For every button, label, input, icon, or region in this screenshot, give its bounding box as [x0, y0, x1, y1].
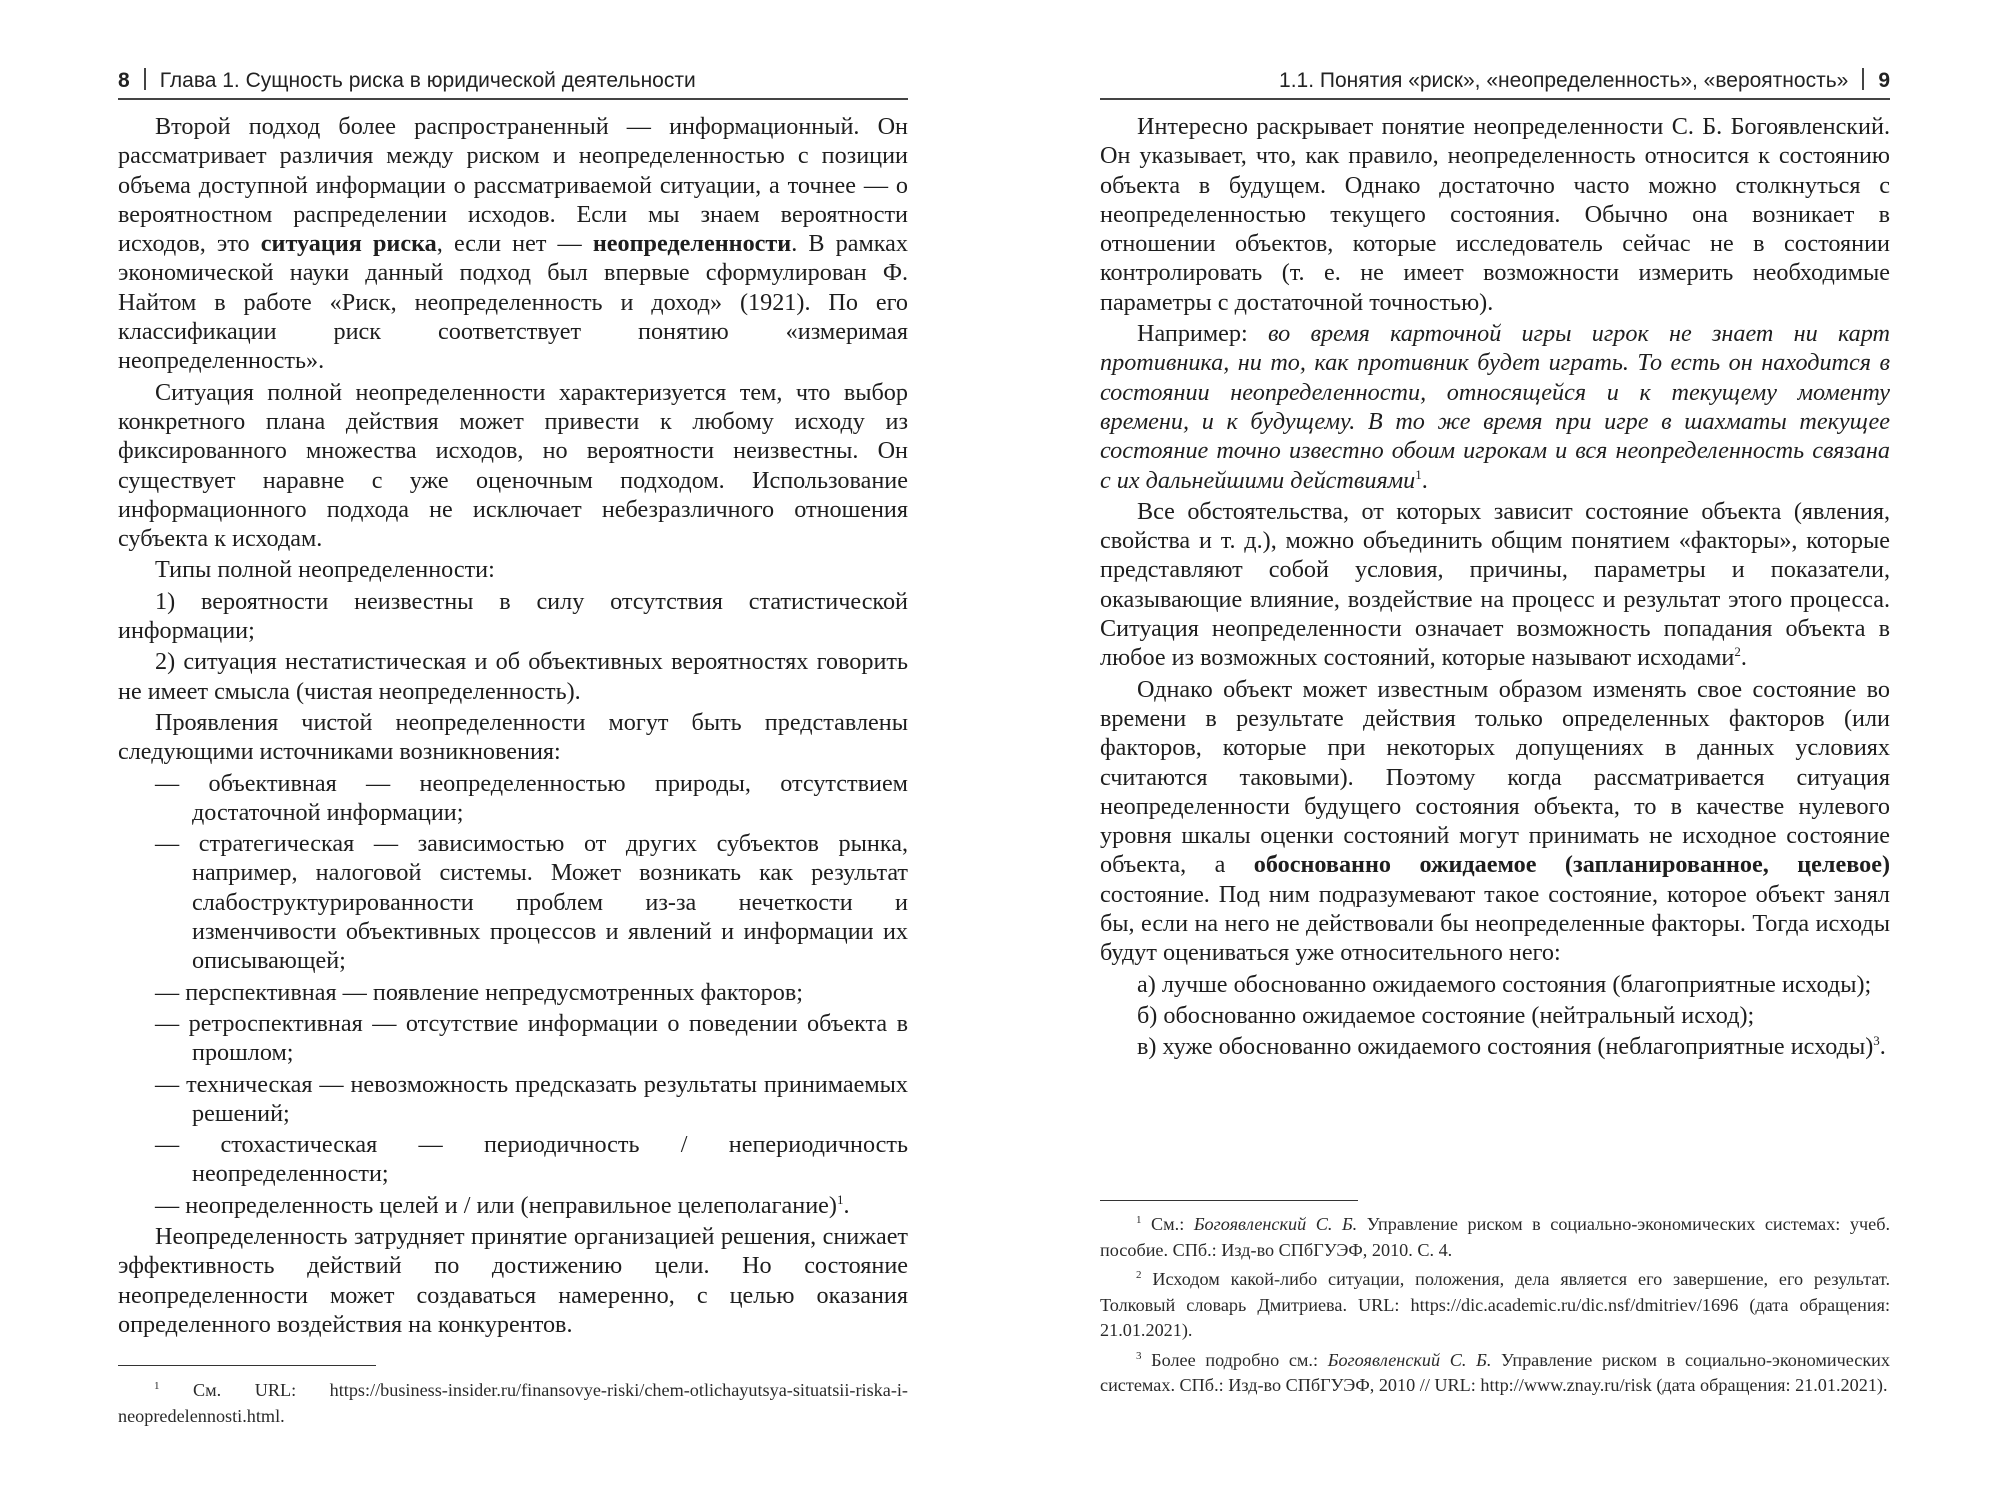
text-run: Второй подход более распространенный — информационный. Он рассматривает различия между риском и неопределенностью с позиции объема доступной информации о рассматриваемой ситуации, а точнее — о вероятностном распределении исходов. Если мы знаем вероятности исходов, это [118, 113, 908, 258]
text-run: — стратегическая — зависимостью от других субъектов рынка, например, налоговой системы. Может возникать как результат слабоструктурированности проблем из-за нечеткости и изменчивости объективных процессов и явлений и информации их описывающей; [155, 830, 908, 975]
text-run: Типы полной неопределенности: [155, 556, 495, 584]
text-run: ситуация риска [260, 230, 437, 258]
text-run: — ретроспективная — отсутствие информации о поведении объекта в прошлом; [155, 1009, 908, 1067]
footnote [118, 1378, 908, 1429]
footnote-marker: 1 [1136, 1213, 1142, 1226]
paragraph [118, 555, 908, 584]
left-footnotes [118, 1378, 908, 1433]
list-item [118, 1070, 908, 1129]
left-running-header [118, 68, 908, 100]
text-run: Управление риском в социально-экономических системах. СПб.: Изд-во СПбГУЭФ, 2010 // URL: http://www.znay.ru/risk (дата обращения: 21.01.2021). [1100, 1349, 1891, 1395]
header-divider [1862, 68, 1864, 90]
list-item [118, 1191, 908, 1220]
paragraph [1100, 1001, 1890, 1030]
chapter-title: Глава 1. Сущность риска в юридической деятельности [159, 69, 696, 92]
text-run: Однако объект может известным образом изменять свое состояние во времени в результате действия только определенных факторов (или факторов, которые при некоторых допущениях в данных условиях считаются таковыми). Поэтому когда рассматривается ситуация неопределенности будущего состояния объекта, то в качестве нулевого уровня шкалы оценки состояний могут принимать не исходное состояние объекта, а [1100, 675, 1890, 879]
right-footnote-rule [1100, 1200, 1358, 1201]
footnote-marker: 1 [1415, 466, 1422, 482]
paragraph [1100, 675, 1890, 968]
paragraph [118, 112, 908, 376]
text-run: Управление риском в социально-экономических системах: учеб. пособие. СПб.: Изд-во СПбГУЭФ, 2010. С. 4. [1100, 1214, 1891, 1260]
text-run: а) лучше обоснованно ожидаемого состояния (благоприятные исходы); [1137, 970, 1872, 998]
text-run: Неопределенность затрудняет принятие организацией решения, снижает эффективность действий по достижению цели. Но состояние неопределенности может создаваться намеренно, с целью оказания определенного воздействия на конкурентов. [118, 1222, 908, 1338]
text-run: Например: [1137, 320, 1268, 348]
section-title: 1.1. Понятия «риск», «неопределенность», «вероятность» [1279, 69, 1849, 92]
text-run: неопределенности [592, 230, 792, 258]
text-run: Ситуация полной неопределенности характеризуется тем, что выбор конкретного плана действия может привести к любому исходу из фиксированного множества исходов, но вероятности неизвестны. Он существует наравне с уже оценочным подходом. Использование информационного подхода не исключает небезразличного отношения субъекта к исходам. [118, 378, 908, 553]
text-run: . [1421, 466, 1428, 494]
paragraph [1100, 1032, 1890, 1061]
footnote-marker: 3 [1136, 1349, 1142, 1362]
text-run: 1) вероятности неизвестны в силу отсутствия статистической информации; [118, 587, 908, 645]
paragraph [1100, 319, 1890, 495]
paragraph [118, 1222, 908, 1339]
text-run: б) обоснованно ожидаемое состояние (нейтральный исход); [1137, 1001, 1755, 1029]
text-run: Проявления чистой неопределенности могут быть представлены следующими источниками возникновения: [118, 708, 908, 766]
text-run: — объективная — неопределенностью природы, отсутствием достаточной информации; [155, 769, 908, 826]
paragraph [118, 647, 908, 706]
footnote-marker: 2 [1136, 1268, 1142, 1281]
footnote [1100, 1348, 1890, 1399]
right-page-number: 9 [1878, 69, 1890, 92]
text-run: состояние. Под ним подразумевают такое состояние, которое объект занял бы, если на него не действовали бы неопределенные факторы. Тогда исходы будут оцениваться уже относительного него: [1100, 880, 1890, 967]
footnote-marker: 2 [1734, 644, 1741, 660]
text-run: обоснованно ожидаемое (запланированное, целевое) [1253, 851, 1891, 879]
left-footnote-rule [118, 1365, 376, 1366]
text-run: Богоявленский С. Б. [1193, 1214, 1358, 1234]
text-run: Богоявленский С. Б. [1327, 1349, 1492, 1370]
right-running-header [1100, 68, 1890, 100]
footnote-marker: 1 [154, 1379, 160, 1392]
text-run: — техническая — невозможность предсказать результаты принимаемых решений; [155, 1070, 908, 1127]
left-page-number: 8 [118, 69, 130, 92]
text-run: . [1740, 644, 1747, 672]
text-run: . В рамках экономической науки данный подход был впервые сформулирован Ф. Найтом в работе «Риск, неопределенность и доход» (1921). По его классификации риск соответствует понятию «измеримая неопределенность». [118, 230, 908, 375]
list-item [118, 1009, 908, 1068]
footnote [1100, 1267, 1890, 1344]
text-run: Более подробно см.: [1141, 1349, 1328, 1370]
header-divider [144, 68, 146, 90]
paragraph [118, 378, 908, 554]
text-run: во время карточной игры игрок не знает ни карт противника, ни то, как противник будет играть. То есть он находится в состоянии неопределенности, относящейся и к текущему моменту времени, и к будущему. В то же время при игре в шахматы текущее состояние точно известно обоим игрокам и вся неопределенность связана с их дальнейшими действиями [1100, 320, 1890, 494]
paragraph [118, 587, 908, 646]
list-item [118, 769, 908, 828]
right-footnotes [1100, 1212, 1890, 1403]
paragraph [1100, 497, 1890, 673]
text-run: См.: [1141, 1214, 1194, 1234]
text-run: , если нет — [436, 230, 593, 258]
text-run: Все обстоятельства, от которых зависит состояние объекта (явления, свойства и т. д.), можно объединить общим понятием «факторы», которые представляют собой условия, причины, параметры и показатели, оказывающие влияние, воздействие на процесс и результат этого процесса. Ситуация неопределенности означает возможность попадания объекта в любое из возможных состояний, которые называют исходами [1100, 497, 1890, 672]
list-item [118, 1130, 908, 1189]
footnote-marker: 3 [1873, 1033, 1880, 1049]
text-run: 2) ситуация нестатистическая и об объективных вероятностях говорить не имеет смысла (чистая неопределенность). [118, 648, 908, 705]
text-run: См. URL: https://business-insider.ru/finansovye-riski/chem-otlichayutsya-situatsii-riska-i-neopredelennosti.html. [118, 1380, 908, 1426]
text-run: . [1879, 1033, 1886, 1061]
text-run: — стохастическая — периодичность / непериодичность неопределенности; [155, 1131, 908, 1188]
left-page-body [118, 112, 908, 1341]
text-run: . [843, 1191, 850, 1219]
text-run: Интересно раскрывает понятие неопределенности С. Б. Богоявленский. Он указывает, что, как правило, неопределенность относится к состоянию объекта в будущем. Однако достаточно часто можно столкнуться с неопределенностью текущего состояния. Обычно она возникает в отношении объектов, которые исследователь сейчас не в состоянии контролировать (т. е. не имеет возможности измерить необходимые параметры с достаточной точностью). [1100, 113, 1890, 316]
text-run: — неопределенность целей и / или (неправильное целеполагание) [155, 1191, 837, 1219]
footnote-marker: 1 [836, 1191, 844, 1207]
paragraph [118, 708, 908, 767]
text-run: Исходом какой-либо ситуации, положения, дела является его завершение, его результат. Толковый словарь Дмитриева. URL: https://dic.academic.ru/dic.nsf/dmitriev/1696 (дата обращения: 21.01.2021). [1100, 1269, 1890, 1340]
footnote [1100, 1212, 1890, 1263]
list-item [118, 978, 908, 1007]
paragraph [1100, 970, 1890, 999]
text-run: в) хуже обоснованно ожидаемого состояния (неблагоприятные исходы) [1137, 1033, 1874, 1061]
text-run: — перспективная — появление непредусмотренных факторов; [155, 978, 803, 1006]
list-item [118, 829, 908, 975]
paragraph [1100, 112, 1890, 317]
right-page-body [1100, 112, 1890, 1064]
